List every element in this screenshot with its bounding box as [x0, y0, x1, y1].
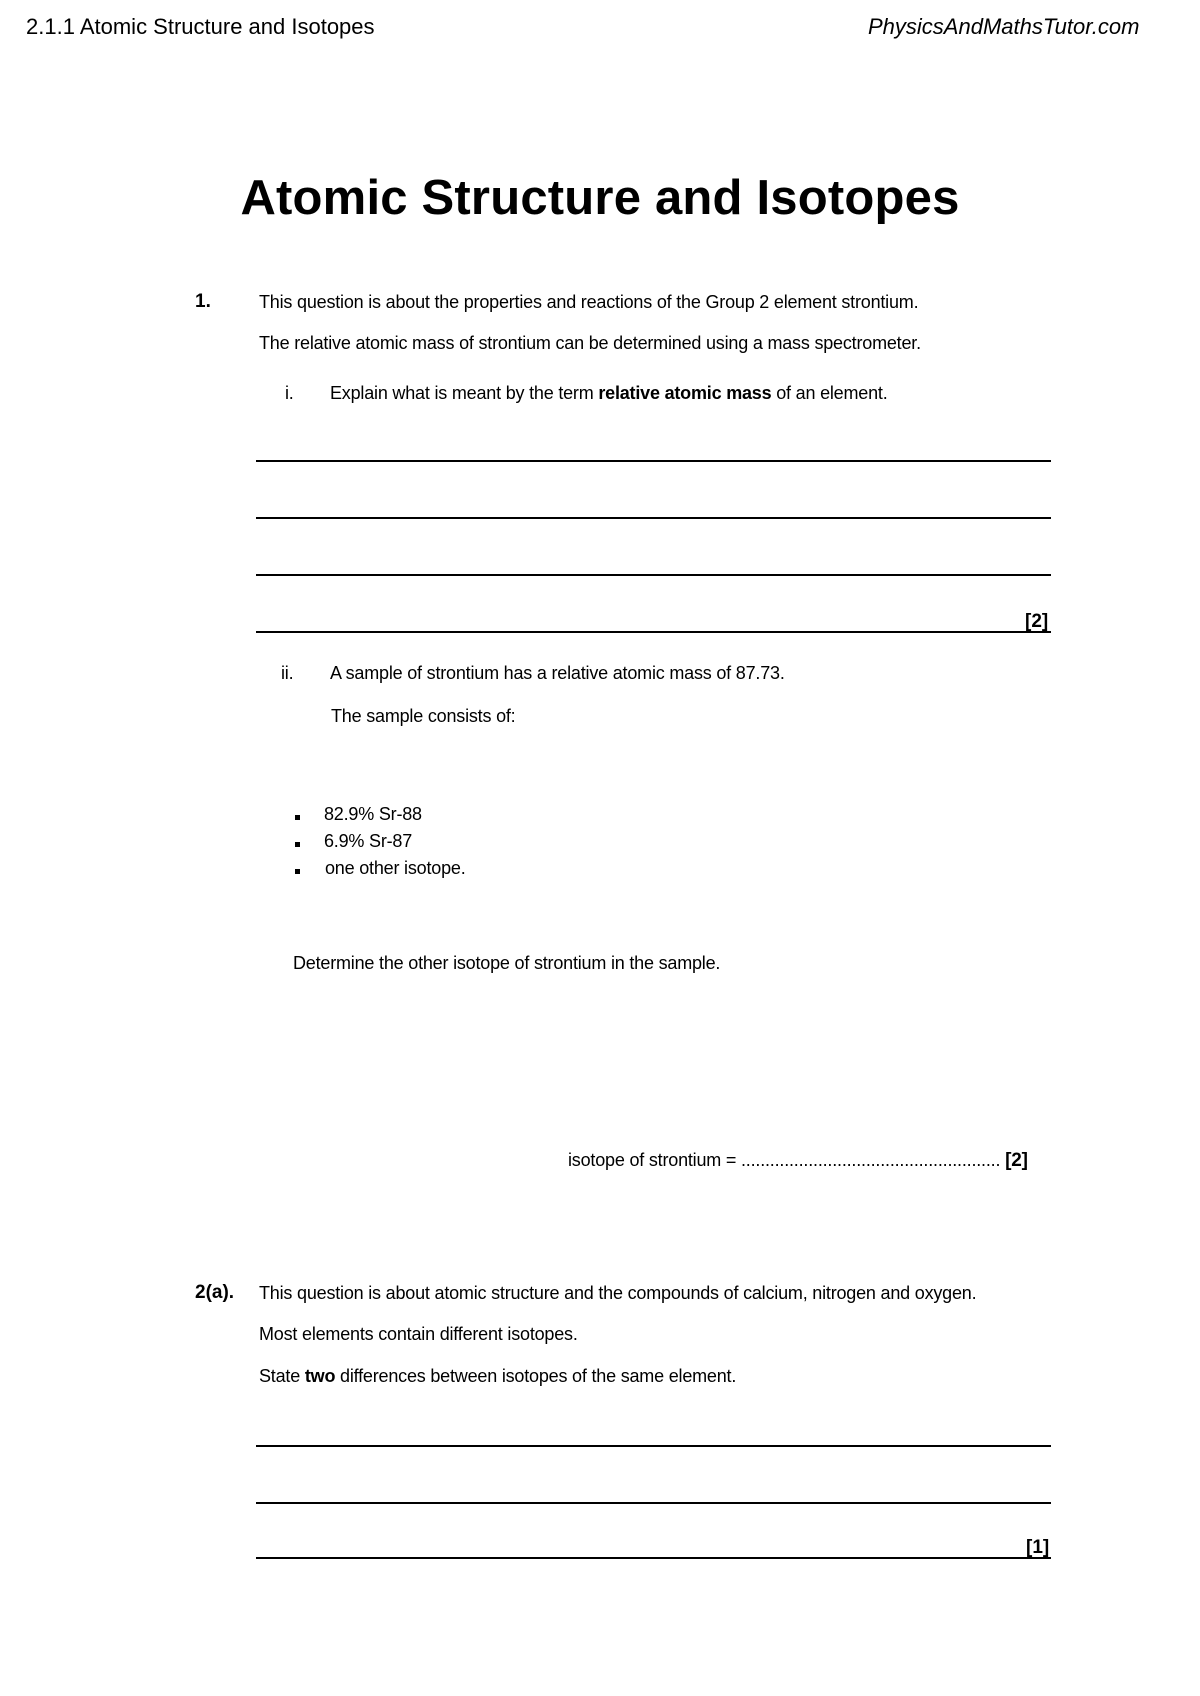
part-ii-text: A sample of strontium has a relative atomic mass of 87.73.: [330, 663, 785, 683]
bullet-item-1: 82.9% Sr-88: [324, 804, 422, 824]
part-ii-consists: The sample consists of:: [331, 706, 516, 726]
part-ii-label: ii.: [281, 663, 294, 683]
part-i-label: i.: [285, 383, 294, 403]
isotope-answer-field[interactable]: ......................................................: [741, 1150, 1001, 1170]
page-title: Atomic Structure and Isotopes: [240, 171, 960, 225]
answer-line-2[interactable]: [256, 517, 1051, 519]
question-2a-marks: [1]: [1026, 1537, 1050, 1558]
answer-line-6[interactable]: [256, 1502, 1051, 1504]
bullet-item-3: one other isotope.: [325, 858, 466, 878]
header-site: PhysicsAndMathsTutor.com: [868, 14, 1140, 39]
bullet-marker-3: [295, 869, 300, 874]
part-i-question: [330, 383, 888, 404]
answer-line-5[interactable]: [256, 1445, 1051, 1447]
question-2a-instruction: [259, 1366, 736, 1387]
question-1-number: 1.: [195, 291, 211, 312]
question-2a-number: 2(a).: [195, 1282, 235, 1303]
bullet-marker-1: [295, 815, 300, 820]
answer-line-4[interactable]: [256, 631, 1051, 633]
answer-line-1[interactable]: [256, 460, 1051, 462]
isotope-answer-row: [568, 1150, 1028, 1172]
question-2a-intro: This question is about atomic structure and the compounds of calcium, nitrogen and oxygen.: [259, 1283, 977, 1303]
part-i-text-before: Explain what is meant by the term: [330, 383, 599, 403]
part-ii-instruction: Determine the other isotope of strontium in the sample.: [293, 953, 721, 973]
part-ii-marks: [2]: [1005, 1150, 1028, 1171]
bullet-item-2: 6.9% Sr-87: [324, 831, 413, 851]
question-1-context: The relative atomic mass of strontium can be determined using a mass spectrometer.: [259, 333, 921, 353]
bullet-marker-2: [295, 842, 300, 847]
question-1-intro: This question is about the properties and reactions of the Group 2 element strontium.: [259, 292, 919, 312]
answer-line-7[interactable]: [256, 1557, 1051, 1559]
part-i-term: relative atomic mass: [598, 383, 772, 403]
answer-line-3[interactable]: [256, 574, 1051, 576]
header-topic: 2.1.1 Atomic Structure and Isotopes: [26, 14, 375, 39]
part-i-marks: [2]: [1025, 611, 1049, 632]
question-2a-text-after: differences between isotopes of the same element.: [335, 1366, 737, 1386]
part-i-text-after: of an element.: [771, 383, 888, 403]
isotope-answer-label: isotope of strontium =: [568, 1150, 741, 1170]
question-2a-emphasis: two: [304, 1366, 336, 1386]
question-2a-text-before: State: [259, 1366, 305, 1386]
question-2a-context: Most elements contain different isotopes.: [259, 1324, 578, 1344]
